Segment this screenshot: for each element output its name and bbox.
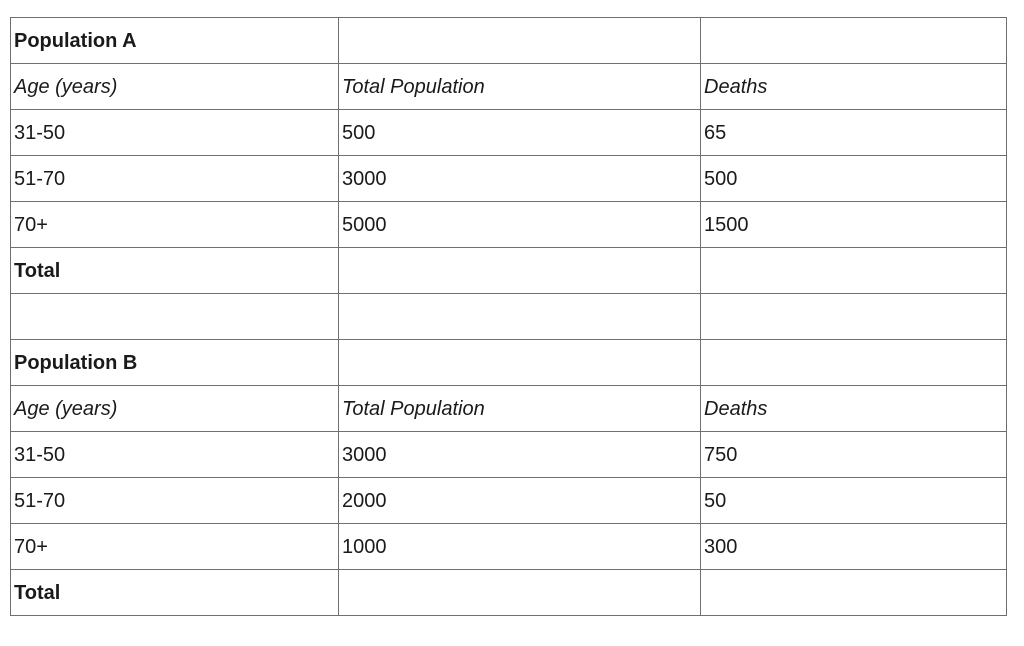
empty-cell: [339, 294, 701, 340]
age-cell: 31-50: [11, 110, 339, 156]
header-age: Age (years): [11, 386, 339, 432]
age-cell: 51-70: [11, 156, 339, 202]
deaths-total-cell: [701, 570, 1007, 616]
header-total-population: Total Population: [339, 386, 701, 432]
deaths-cell: 65: [701, 110, 1007, 156]
deaths-cell: 300: [701, 524, 1007, 570]
header-row: [11, 64, 1007, 110]
deaths-cell: 500: [701, 156, 1007, 202]
section-title-population-a: Population A: [11, 18, 339, 64]
section-title-population-b: Population B: [11, 340, 339, 386]
section-title-row: [11, 340, 1007, 386]
age-cell: 31-50: [11, 432, 339, 478]
header-deaths: Deaths: [701, 386, 1007, 432]
header-total-population: Total Population: [339, 64, 701, 110]
table-row: [11, 202, 1007, 248]
deaths-cell: 50: [701, 478, 1007, 524]
total-population-cell: 2000: [339, 478, 701, 524]
total-population-cell: 3000: [339, 432, 701, 478]
deaths-cell: 750: [701, 432, 1007, 478]
header-age: Age (years): [11, 64, 339, 110]
empty-cell: [339, 340, 701, 386]
total-population-total-cell: [339, 570, 701, 616]
table-row: [11, 432, 1007, 478]
total-population-cell: 500: [339, 110, 701, 156]
empty-cell: [339, 18, 701, 64]
table-row: [11, 156, 1007, 202]
total-row: [11, 248, 1007, 294]
total-row: [11, 570, 1007, 616]
total-population-total-cell: [339, 248, 701, 294]
empty-cell: [701, 18, 1007, 64]
header-row: [11, 386, 1007, 432]
total-population-cell: 1000: [339, 524, 701, 570]
total-population-cell: 3000: [339, 156, 701, 202]
age-cell: 70+: [11, 524, 339, 570]
population-mortality-table: [10, 17, 1007, 616]
table-row: [11, 478, 1007, 524]
total-label: Total: [11, 570, 339, 616]
age-cell: 70+: [11, 202, 339, 248]
header-deaths: Deaths: [701, 64, 1007, 110]
empty-cell: [701, 340, 1007, 386]
spacer-row: [11, 294, 1007, 340]
table-row: [11, 110, 1007, 156]
empty-cell: [11, 294, 339, 340]
section-title-row: [11, 18, 1007, 64]
empty-cell: [701, 294, 1007, 340]
deaths-cell: 1500: [701, 202, 1007, 248]
total-label: Total: [11, 248, 339, 294]
table-row: [11, 524, 1007, 570]
age-cell: 51-70: [11, 478, 339, 524]
deaths-total-cell: [701, 248, 1007, 294]
total-population-cell: 5000: [339, 202, 701, 248]
